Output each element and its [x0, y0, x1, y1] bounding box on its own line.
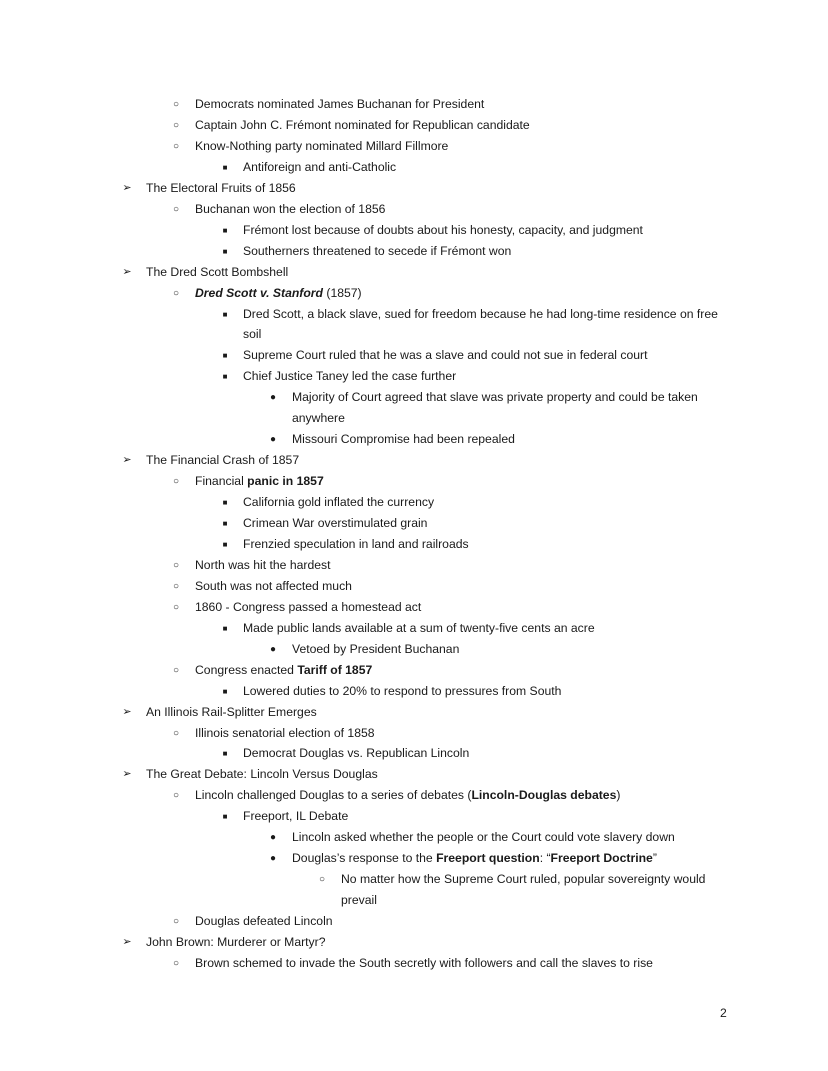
text-run: Freeport, IL Debate: [243, 809, 349, 824]
bullet-icon: ■: [222, 812, 228, 822]
text-run: Democrats nominated James Buchanan for President: [195, 97, 485, 111]
outline-item: [0, 345, 828, 366]
outline-item-text: [243, 241, 511, 262]
bullet-icon: ●: [269, 853, 277, 865]
text-run: Supreme Court ruled that he was a slave and could not sue in federal court: [243, 348, 648, 363]
outline-item-text: [195, 660, 372, 681]
outline-item-text: [195, 953, 653, 974]
outline-item: [0, 492, 828, 513]
bullet-icon: ○: [172, 140, 180, 152]
outline-item-text: [243, 345, 647, 366]
outline-item: [0, 848, 828, 869]
outline-item-text: [195, 94, 484, 115]
outline-item-text: [243, 304, 718, 325]
text-run: Congress enacted: [195, 662, 298, 677]
bullet-icon: ○: [172, 203, 180, 215]
outline-item-text: [292, 848, 657, 869]
bullet-icon: ■: [222, 351, 228, 361]
outline-item-text: [243, 220, 643, 241]
outline-item-text: [146, 932, 326, 953]
bullet-icon: ■: [222, 246, 228, 256]
outline-item-text: [195, 555, 331, 576]
text-run: : “: [539, 851, 551, 866]
bullet-icon: ➢: [122, 454, 132, 467]
text-run: The Dred Scott Bombshell: [146, 264, 289, 279]
text-run: Dred Scott, a black slave, sued for freedom because he had long-time residence on free: [243, 306, 718, 321]
outline-item: [0, 639, 828, 660]
text-run: Douglas’s response to the: [292, 851, 437, 866]
outline-item: [0, 366, 828, 387]
text-run: Captain John C. Frémont nominated for Republican candidate: [195, 117, 530, 132]
bullet-icon: ■: [222, 686, 228, 696]
page-number: 2: [720, 1006, 727, 1020]
outline-item-text: [243, 534, 469, 555]
bullet-icon: ○: [318, 874, 326, 886]
bullet-icon: ○: [172, 957, 180, 969]
emphasis-text: Tariff of 1857: [297, 662, 373, 677]
text-run: The Electoral Fruits of 1856: [146, 180, 296, 195]
text-run: Buchanan won the election of 1856: [195, 201, 386, 216]
bullet-icon: ○: [172, 580, 180, 592]
outline-item: [0, 827, 828, 848]
outline-item-text: [292, 827, 675, 848]
text-run: Lincoln challenged Douglas to a series of debates (: [195, 788, 472, 803]
text-run: prevail: [341, 893, 377, 908]
outline-item: [0, 283, 828, 304]
bullet-icon: ○: [172, 790, 180, 802]
bullet-icon: ○: [172, 727, 180, 739]
outline-item: [0, 618, 828, 639]
outline-item: [0, 681, 828, 702]
outline-item: [0, 199, 828, 220]
outline-item-text: [146, 702, 317, 723]
bullet-icon: ■: [222, 309, 228, 319]
outline-item: [0, 262, 828, 283]
bullet-icon: ➢: [122, 768, 132, 781]
outline-item: [0, 723, 828, 744]
outline-item: [0, 953, 828, 974]
text-run: anywhere: [292, 411, 345, 426]
outline-item: [0, 241, 828, 262]
outline-item: [0, 178, 828, 199]
bullet-icon: ■: [222, 225, 228, 235]
bullet-icon: ■: [222, 498, 228, 508]
outline-item: [0, 408, 828, 429]
outline-item: [0, 136, 828, 157]
outline-item: [0, 576, 828, 597]
outline-item-text: [146, 178, 296, 199]
outline-item: [0, 806, 828, 827]
text-run: The Financial Crash of 1857: [146, 453, 300, 468]
outline-item-text: [195, 115, 530, 136]
text-run: Vetoed by President Buchanan: [292, 641, 460, 656]
emphasis-text: Lincoln-Douglas debates: [471, 788, 617, 803]
outline-item-text: [195, 471, 324, 492]
outline-item-text: [195, 283, 362, 304]
text-run: The Great Debate: Lincoln Versus Douglas: [146, 767, 378, 782]
emphasis-text: Freeport Doctrine: [550, 851, 653, 866]
text-run: Frémont lost because of doubts about his honesty, capacity, and judgment: [243, 222, 643, 237]
outline-item-text: [243, 618, 595, 639]
text-run: Missouri Compromise had been repealed: [292, 432, 515, 447]
outline-item: [0, 660, 828, 681]
bullet-icon: ■: [222, 162, 228, 172]
outline-item-text: [243, 324, 261, 345]
text-run: Illinois senatorial election of 1858: [195, 725, 375, 740]
bullet-icon: ○: [172, 99, 180, 110]
outline-item-text: [243, 157, 396, 178]
bullet-icon: ○: [172, 559, 180, 571]
outline-item: [0, 304, 828, 325]
text-run: Know-Nothing party nominated Millard Fillmore: [195, 138, 449, 153]
outline-item: [0, 115, 828, 136]
text-run: Financial: [195, 474, 248, 489]
outline-item-text: [195, 785, 620, 806]
bullet-icon: ➢: [122, 181, 132, 194]
emphasis-text: Freeport question: [436, 851, 540, 866]
outline-item-text: [195, 576, 352, 597]
outline-item-text: [195, 911, 333, 932]
emphasis-text: Dred Scott v. Stanford: [195, 285, 323, 300]
outline-item: [0, 932, 828, 953]
outline-item: [0, 94, 828, 115]
outline-item-text: [292, 387, 698, 408]
text-run: (1857): [323, 285, 362, 300]
text-run: ): [616, 788, 621, 803]
text-run: Crimean War overstimulated grain: [243, 516, 428, 530]
outline-item-text: [146, 764, 378, 785]
text-run: 1860 - Congress passed a homestead act: [195, 599, 422, 614]
bullet-icon: ➢: [122, 936, 132, 948]
bullet-icon: ■: [222, 519, 228, 528]
outline-item: [0, 157, 828, 178]
outline-item: [0, 534, 828, 555]
text-run: Frenzied speculation in land and railroads: [243, 536, 469, 551]
outline-item: [0, 220, 828, 241]
outline-item: [0, 911, 828, 932]
outline-item: [0, 764, 828, 785]
text-run: South was not affected much: [195, 578, 352, 593]
text-run: Brown schemed to invade the South secretly with followers and call the slaves to rise: [195, 955, 653, 970]
bullet-icon: ○: [172, 119, 180, 131]
text-run: John Brown: Murderer or Martyr?: [146, 935, 326, 949]
outline-item: [0, 869, 828, 890]
bullet-icon: ●: [269, 832, 277, 844]
text-run: Chief Justice Taney led the case further: [243, 369, 457, 384]
text-run: North was hit the hardest: [195, 557, 331, 572]
text-run: Antiforeign and anti-Catholic: [243, 159, 397, 174]
outline-item-text: [146, 450, 299, 471]
bullet-icon: ➢: [122, 705, 132, 718]
bullet-icon: ■: [222, 372, 228, 382]
outline-item-text: [195, 723, 375, 744]
outline-item-text: [243, 681, 561, 702]
outline-item-text: [243, 513, 427, 534]
bullet-icon: ●: [269, 434, 277, 446]
text-run: Majority of Court agreed that slave was private property and could be taken: [292, 390, 698, 405]
text-run: ”: [652, 851, 657, 866]
bullet-icon: ■: [222, 749, 228, 759]
text-run: Made public lands available at a sum of twenty-five cents an acre: [243, 620, 595, 635]
text-run: California gold inflated the currency: [243, 495, 435, 510]
text-run: Douglas defeated Lincoln: [195, 914, 333, 929]
outline-item-text: [292, 429, 515, 450]
outline-item-text: [341, 869, 705, 890]
outline-item: [0, 429, 828, 450]
outline-item: [0, 785, 828, 806]
outline-item-text: [292, 408, 345, 429]
outline-item: [0, 324, 828, 345]
text-run: No matter how the Supreme Court ruled, popular sovereignty would: [341, 872, 706, 887]
outline-item-text: [195, 136, 448, 157]
text-run: soil: [243, 327, 262, 342]
bullet-icon: ○: [172, 601, 180, 613]
text-run: Lowered duties to 20% to respond to pressures from South: [243, 683, 562, 698]
outline-item: [0, 387, 828, 408]
text-run: An Illinois Rail-Splitter Emerges: [146, 704, 317, 719]
outline-item-text: [195, 597, 421, 618]
text-run: Lincoln asked whether the people or the Court could vote slavery down: [292, 830, 675, 845]
outline-item: [0, 597, 828, 618]
outline-item-text: [243, 743, 469, 764]
bullet-icon: ○: [172, 916, 180, 928]
outline-item-text: [243, 492, 434, 513]
bullet-icon: ○: [172, 476, 180, 488]
outline-item: [0, 743, 828, 764]
outline-item-text: [341, 890, 377, 911]
outline-item: [0, 555, 828, 576]
outline-item: [0, 471, 828, 492]
outline-item: [0, 513, 828, 534]
outline-item: [0, 450, 828, 471]
outline-item: [0, 890, 828, 911]
bullet-icon: ■: [222, 623, 228, 633]
bullet-icon: ■: [222, 539, 228, 549]
outline-item: [0, 702, 828, 723]
outline-item-text: [292, 639, 459, 660]
outline-item-text: [243, 366, 456, 387]
bullet-icon: ●: [269, 392, 277, 404]
emphasis-text: panic in 1857: [247, 474, 324, 489]
bullet-icon: ●: [269, 643, 277, 655]
bullet-icon: ○: [172, 664, 180, 676]
bullet-icon: ➢: [122, 265, 132, 278]
outline-item-text: [146, 262, 288, 283]
outline-item-text: [243, 806, 348, 827]
outline-item-text: [195, 199, 385, 220]
text-run: Democrat Douglas vs. Republican Lincoln: [243, 746, 470, 761]
bullet-icon: ○: [172, 287, 180, 299]
text-run: Southerners threatened to secede if Frémont won: [243, 243, 512, 258]
